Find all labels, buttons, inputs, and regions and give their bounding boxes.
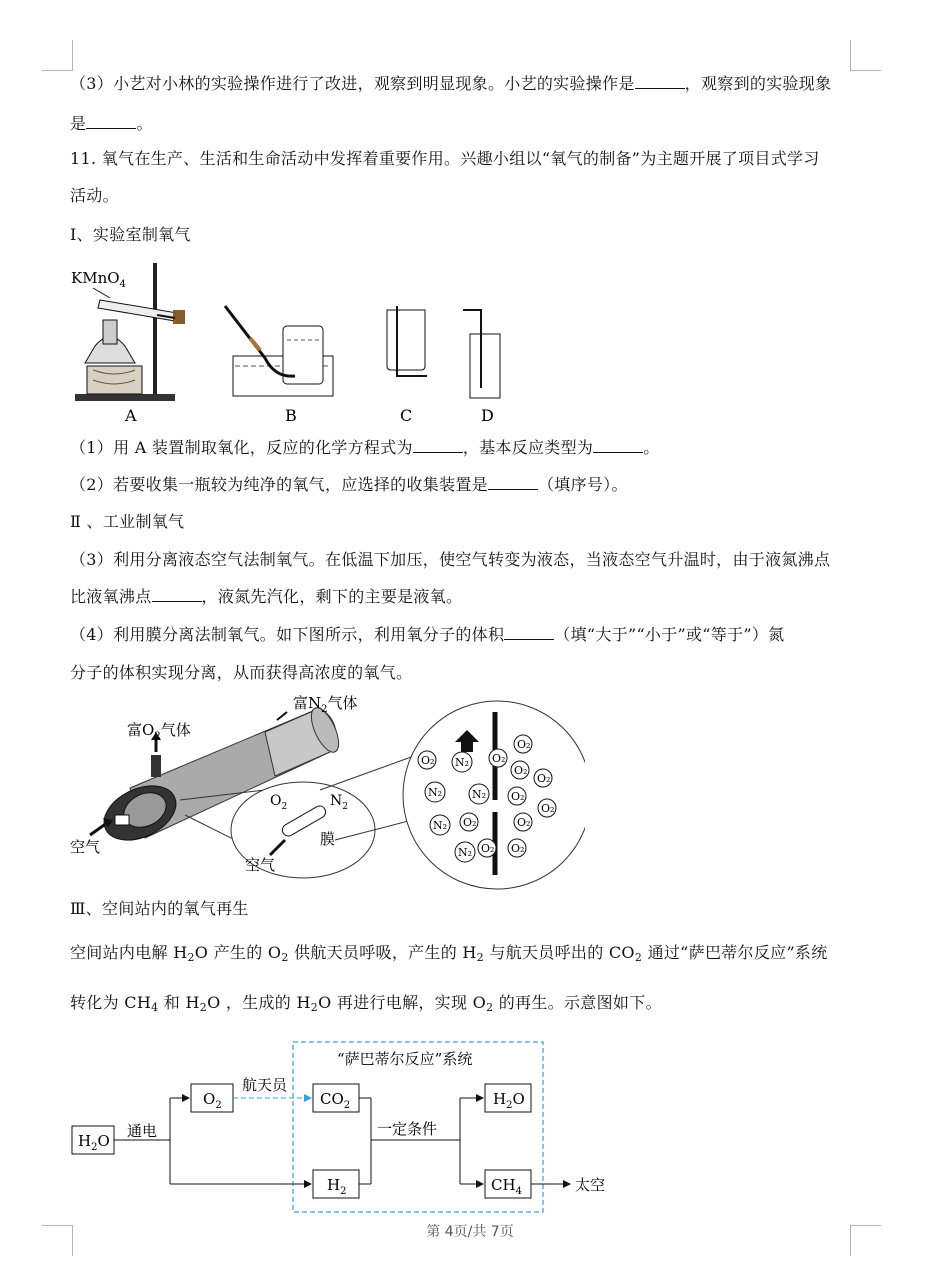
rich-n2-label: 富$N_2$气体 [293,694,358,715]
section-3-heading: Ⅲ、空间站内的氧气再生 [70,899,249,918]
corner-mark-top-right [850,40,881,71]
h2-text: $H_2$ [327,1176,347,1197]
corner-mark-top-left [42,40,73,71]
system-title: “萨巴蒂尔反应”系统 [337,1050,473,1068]
svg-text:N₂: N₂ [428,786,443,799]
o2-text: $O_2$ [203,1090,222,1111]
air-label-zoom: 空气 [245,856,276,874]
svg-text:O₂: O₂ [541,802,555,815]
section-3-para-2: 转化为 $CH_4$ 和 $H_2O$ ，生成的 $H_2O$ 再进行电解，实现 $O_2$ 的再生。示意图如下。 [70,993,662,1014]
co2-text: $CO_2$ [320,1090,351,1111]
question-3-cont: 比液氧沸点 ，液氮先汽化，剩下的主要是液氧。 [70,587,463,606]
answer-blank[interactable] [504,625,554,640]
page-footer: 第 4页/共 7页 [426,1224,514,1240]
answer-blank[interactable] [593,438,643,453]
question-3-prev-cont: 是 。 [70,114,153,133]
svg-text:O₂: O₂ [537,772,551,785]
apparatus-label-d: D [481,406,494,425]
svg-text:N₂: N₂ [433,819,448,832]
answer-blank[interactable] [635,74,685,89]
sabatier-flow-diagram [65,1038,625,1218]
condition-label: 一定条件 [377,1120,438,1138]
svg-text:O₂: O₂ [517,738,531,751]
answer-blank[interactable] [488,475,538,490]
space-label: 太空 [575,1176,606,1194]
svg-text:O₂: O₂ [517,816,531,829]
o2-label: $O_2$ [270,793,288,812]
question-3-prev: （3）小艺对小林的实验操作进行了改进，观察到明显现象。小艺的实验操作是 ，观察到的实验现象 [70,74,832,93]
apparatus-label-b: B [285,406,297,425]
electrolysis-label: 通电 [127,1122,158,1140]
membrane-separation-figure [65,690,585,890]
question-11-intro-cont: 活动。 [70,186,119,205]
question-11-intro: 11. 氧气在生产、生活和生命活动中发挥着重要作用。兴趣小组以“氧气的制备”为主题开展了项目式学习 [70,149,820,168]
svg-text:O₂: O₂ [492,752,506,765]
air-label: 空气 [70,838,101,856]
svg-text:N₂: N₂ [472,788,487,801]
svg-text:O₂: O₂ [511,790,525,803]
answer-blank[interactable] [86,114,136,129]
question-1: （1）用 A 装置制取氧化，反应的化学方程式为 ，基本反应类型为 。 [70,438,660,457]
answer-blank[interactable] [152,587,202,602]
h2o-out-text: $H_2O$ [493,1090,525,1111]
apparatus-label-a: A [125,406,137,425]
svg-text:O₂: O₂ [514,764,528,777]
h2o-text: $H_2O$ [78,1132,110,1153]
question-4: （4）利用膜分离法制氧气。如下图所示，利用氧分子的体积 （填“大于”“小于”或“等于”）氮 [70,625,785,644]
section-2-heading: Ⅱ 、工业制氧气 [70,512,185,531]
ch4-text: $CH_4$ [491,1176,522,1197]
astronaut-label: 航天员 [242,1076,288,1094]
svg-text:O₂: O₂ [481,842,495,855]
svg-text:O₂: O₂ [511,842,525,855]
svg-text:O₂: O₂ [421,754,435,767]
membrane-label: 膜 [320,830,336,848]
lab-apparatus-figure [65,258,525,428]
section-3-para-1: 空间站内电解 $H_2O$ 产生的 $O_2$ 供航天员呼吸，产生的 $H_2$ 与航天员呼出的 $CO_2$ 通过“萨巴蒂尔反应”系统 [70,943,828,964]
question-3: （3）利用分离液态空气法制氧气。在低温下加压，使空气转变为液态，当液态空气升温时，由于液氮沸点 [70,550,831,569]
question-4-cont: 分子的体积实现分离，从而获得高浓度的氧气。 [70,663,413,682]
svg-text:N₂: N₂ [458,846,473,859]
svg-text:N₂: N₂ [455,756,470,769]
reagent-label: KMnO$_4$ [71,269,126,290]
question-2: （2）若要收集一瓶较为纯净的氧气，应选择的收集装置是 （填序号）。 [70,475,628,494]
rich-o2-label: 富$O_2$气体 [127,721,191,742]
section-1-heading: Ⅰ、实验室制氧气 [70,225,191,244]
svg-text:O₂: O₂ [463,816,477,829]
n2-label: $N_2$ [330,793,348,812]
apparatus-label-c: C [400,406,413,425]
answer-blank[interactable] [413,438,463,453]
